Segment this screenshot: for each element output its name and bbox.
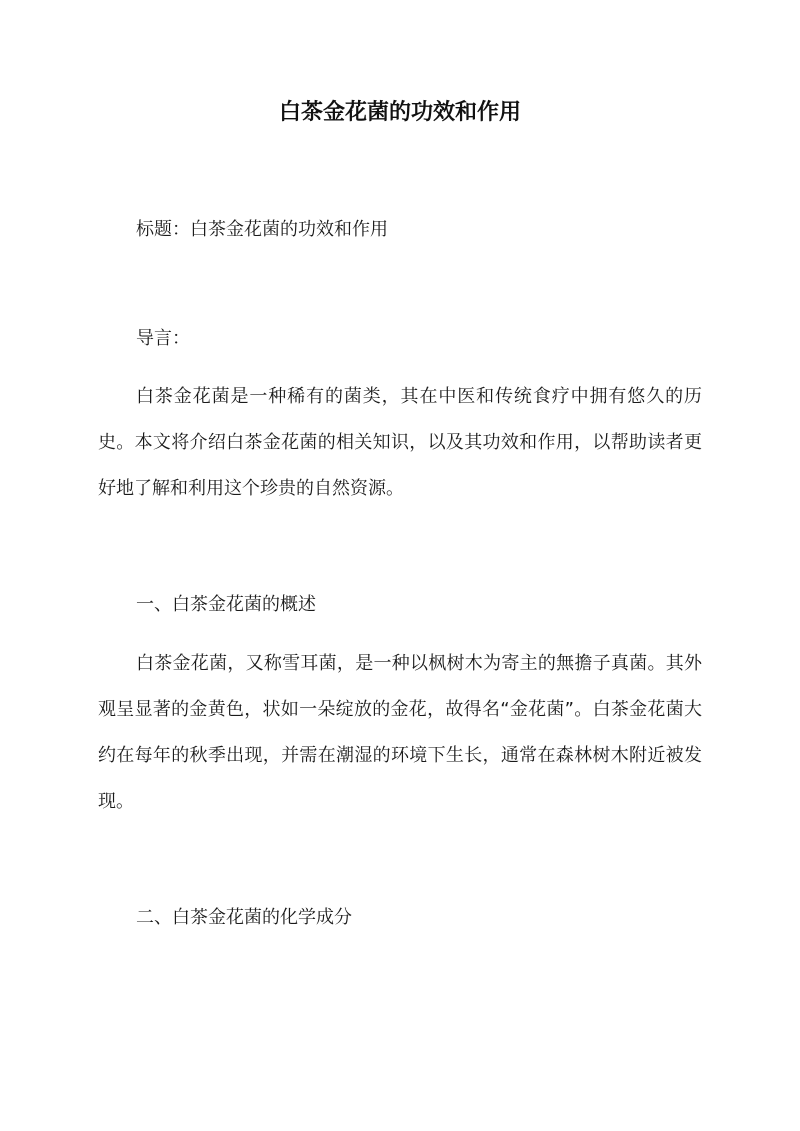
section-heading-overview: 一、白茶金花菌的概述 (136, 594, 316, 615)
overview-paragraph: 白茶金花菌，又称雪耳菌，是一种以枫树木为寄主的無擔子真菌。其外观呈显著的金黄色，状如一朵绽放的金花，故得名“金花菌”。白茶金花菌大约在每年的秋季出现，并需在潮湿的环境下生长，通常在森林树木附近被发现。 (98, 653, 702, 812)
intro-heading: 导言： (136, 328, 190, 349)
document-title: 白茶金花菌的功效和作用 (278, 99, 521, 125)
subtitle-line: 标题：白茶金花菌的功效和作用 (136, 219, 388, 240)
section-heading-chemistry: 二、白茶金花菌的化学成分 (136, 907, 352, 928)
intro-paragraph: 白茶金花菌是一种稀有的菌类，其在中医和传统食疗中拥有悠久的历史。本文将介绍白茶金花菌的相关知识，以及其功效和作用，以帮助读者更好地了解和利用这个珍贵的自然资源。 (98, 386, 702, 499)
